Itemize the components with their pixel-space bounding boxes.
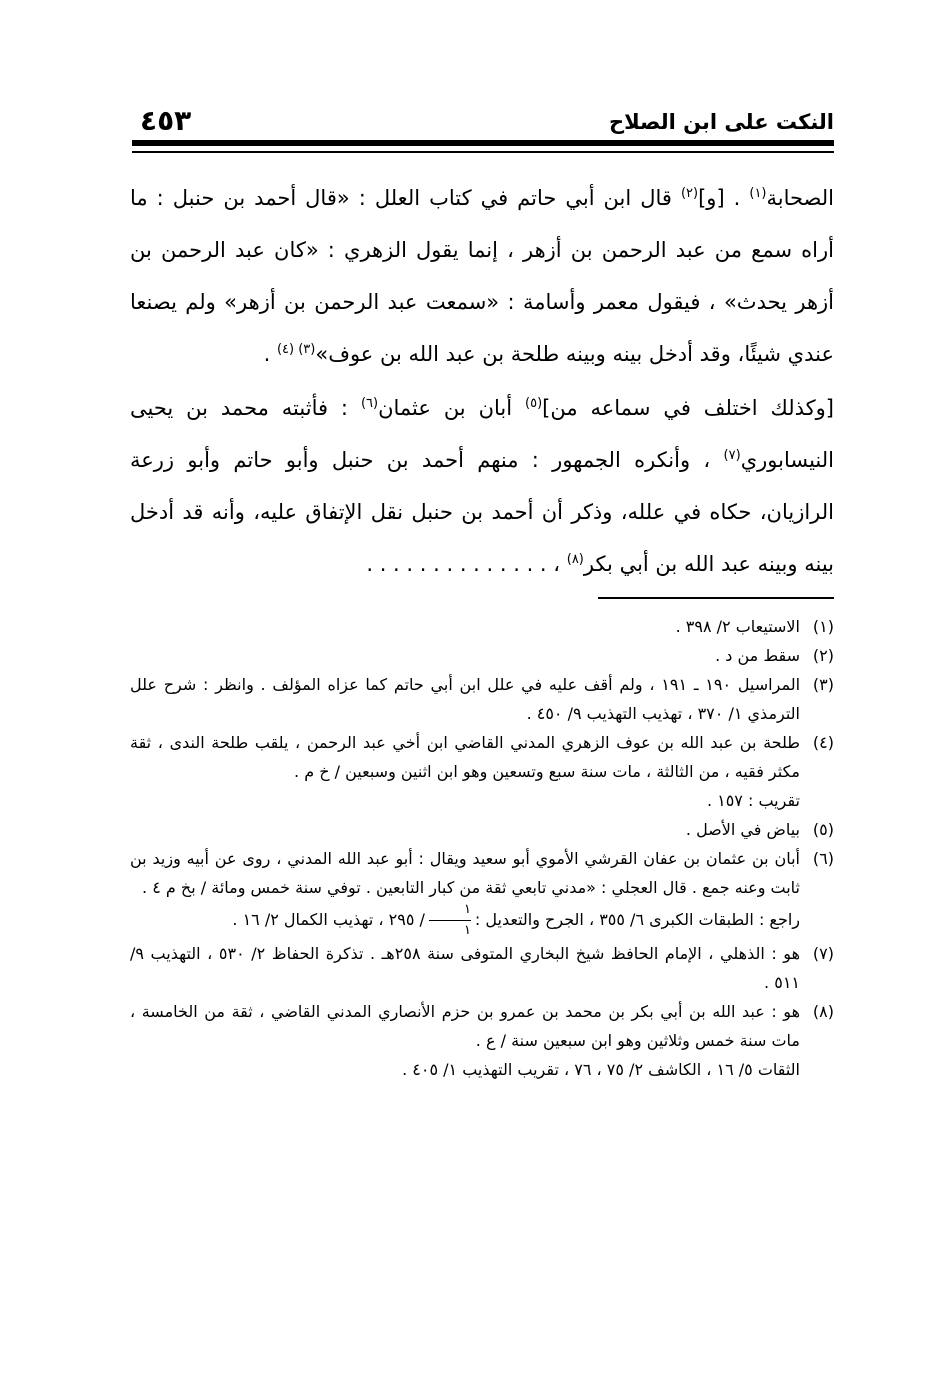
text: أبان بن عثمان bbox=[378, 396, 525, 420]
footnote-line: بياض في الأصل . bbox=[685, 820, 800, 839]
footnote-reference-line bbox=[130, 902, 800, 939]
paragraph-2 bbox=[130, 382, 834, 590]
footnote-line: سقط من د . bbox=[715, 646, 800, 665]
footnote-line: الثقات ٥/ ١٦ ، الكاشف ٢/ ٧٥ ، ٧٦ ، تقريب التهذيب ١/ ٤٠٥ . bbox=[402, 1060, 800, 1079]
footnote-line: هو : الذهلي ، الإمام الحافظ شيخ البخاري المتوفى سنة ٢٥٨هـ . تذكرة الحفاظ ٢/ ٥٣٠ ، التهذيب ٩/ ٥١١ . bbox=[130, 944, 801, 992]
footnote bbox=[130, 641, 834, 670]
volume-fraction bbox=[429, 902, 471, 939]
footnote-text bbox=[130, 612, 800, 641]
footnote-separator bbox=[598, 597, 834, 599]
footnote bbox=[130, 939, 834, 997]
footnote bbox=[130, 728, 834, 815]
footnote bbox=[130, 670, 834, 728]
footnote-ref: (٥) bbox=[525, 396, 543, 411]
fraction-numerator: ١ bbox=[429, 902, 471, 921]
text: ، . . . . . . . . . . . . . . bbox=[366, 552, 567, 576]
footnote-ref: (١) bbox=[749, 186, 767, 201]
footnote-line: أبان بن عثمان بن عفان القرشي الأموي أبو سعيد ويقال : أبو عبد الله المدني ، روى عن أبيه وزيد بن ثابت وعنه جمع . قال العجلي : «مدني تابعي ثقة من كبار التابعين . توفي سنة خمس ومائة / بخ م ٤ . bbox=[130, 849, 800, 897]
running-title: النكت على ابن الصلاح bbox=[608, 110, 834, 134]
footnote-ref: (٨) bbox=[566, 552, 584, 567]
footnote-text bbox=[130, 997, 800, 1084]
footnote-text bbox=[130, 641, 800, 670]
footnote-line: طلحة بن عبد الله بن عوف الزهري المدني القاضي ابن أخي عبد الرحمن ، يلقب طلحة الندى ، ثقة مكثر فقيه ، من الثالثة ، مات سنة سبع وتسعين وهو ابن اثنين وسبعين / خ م . bbox=[130, 733, 800, 781]
footnote-text bbox=[130, 728, 800, 815]
footnote bbox=[130, 844, 834, 939]
footnote-number: (٨) bbox=[812, 1002, 834, 1021]
footnote-line: الاستيعاب ٢/ ٣٩٨ . bbox=[675, 617, 800, 636]
text: [وكذلك اختلف في سماعه من] bbox=[542, 396, 835, 420]
footnote-number: (٤) bbox=[812, 733, 834, 752]
header-rule-thick bbox=[132, 140, 834, 146]
footnote-number: (٢) bbox=[812, 646, 834, 665]
text: . bbox=[263, 342, 277, 366]
footnote-line: المراسيل ١٩٠ ـ ١٩١ ، ولم أقف عليه في علل ابن أبي حاتم كما عزاه المؤلف . وانظر : شرح علل الترمذي ١/ ٣٧٠ ، تهذيب التهذيب ٩/ ٤٥٠ . bbox=[130, 675, 801, 723]
text: . [و] bbox=[698, 186, 750, 210]
header-rule-thin bbox=[132, 151, 834, 153]
fraction-denominator: ١ bbox=[463, 923, 471, 938]
text: الصحابة bbox=[766, 186, 835, 210]
footnote-text bbox=[130, 844, 800, 939]
text: : فأثبته محمد بن يحيى النيسابوري bbox=[130, 396, 834, 472]
footnote-number: (١) bbox=[812, 617, 834, 636]
paragraph-1 bbox=[130, 172, 834, 380]
reference-text: / ٢٩٥ ، تهذيب الكمال ٢/ ١٦ . bbox=[232, 910, 425, 929]
footnote bbox=[130, 997, 834, 1084]
page-number: ٤٥٣ bbox=[140, 104, 192, 137]
footnote bbox=[130, 612, 834, 641]
reference-text: راجع : الطبقات الكبرى ٦/ ٣٥٥ ، الجرح والتعديل : bbox=[474, 910, 800, 929]
footnote-ref: (٣) (٤) bbox=[276, 342, 316, 357]
footnote-number: (٣) bbox=[812, 675, 834, 694]
text: ، وأنكره الجمهور : منهم أحمد بن حنبل وأبو حاتم وأبو زرعة الرازيان، حكاه في علله، وذكر أن أحمد بن حنبل نقل الإتفاق عليه، وأنه قد أدخل بينه وبينه عبد الله بن أبي بكر bbox=[130, 448, 834, 576]
footnote-text bbox=[130, 670, 800, 728]
footnote-ref: (٧) bbox=[723, 448, 741, 463]
footnotes bbox=[130, 612, 834, 1084]
footnote-ref: (٢) bbox=[680, 186, 699, 201]
text: قال ابن أبي حاتم في كتاب العلل : «قال أحمد بن حنبل : ما أراه سمع من عبد الرحمن بن أزهر ، إنما يقول الزهري : «كان عبد الرحمن بن أزهر يحدث» ، فيقول معمر وأسامة : «سمعت عبد الرحمن بن أزهر» ولم يصنعا عندي شيئًا، وقد أدخل بينه وبينه طلحة بن عبد الله بن عوف» bbox=[130, 186, 834, 366]
footnote-number: (٦) bbox=[812, 849, 834, 868]
footnote-line: تقريب : ١٥٧ . bbox=[706, 791, 800, 810]
footnote-number: (٧) bbox=[812, 944, 834, 963]
footnote-number: (٥) bbox=[812, 820, 834, 839]
footnote-line: هو : عبد الله بن أبي بكر بن محمد بن عمرو بن حزم الأنصاري المدني القاضي ، ثقة من الخامسة ، مات سنة خمس وثلاثين وهو ابن سبعين سنة / ع . bbox=[130, 1002, 800, 1050]
footnote-text bbox=[130, 939, 800, 997]
footnote-text bbox=[130, 815, 800, 844]
footnote-ref: (٦) bbox=[360, 396, 379, 411]
footnote bbox=[130, 815, 834, 844]
